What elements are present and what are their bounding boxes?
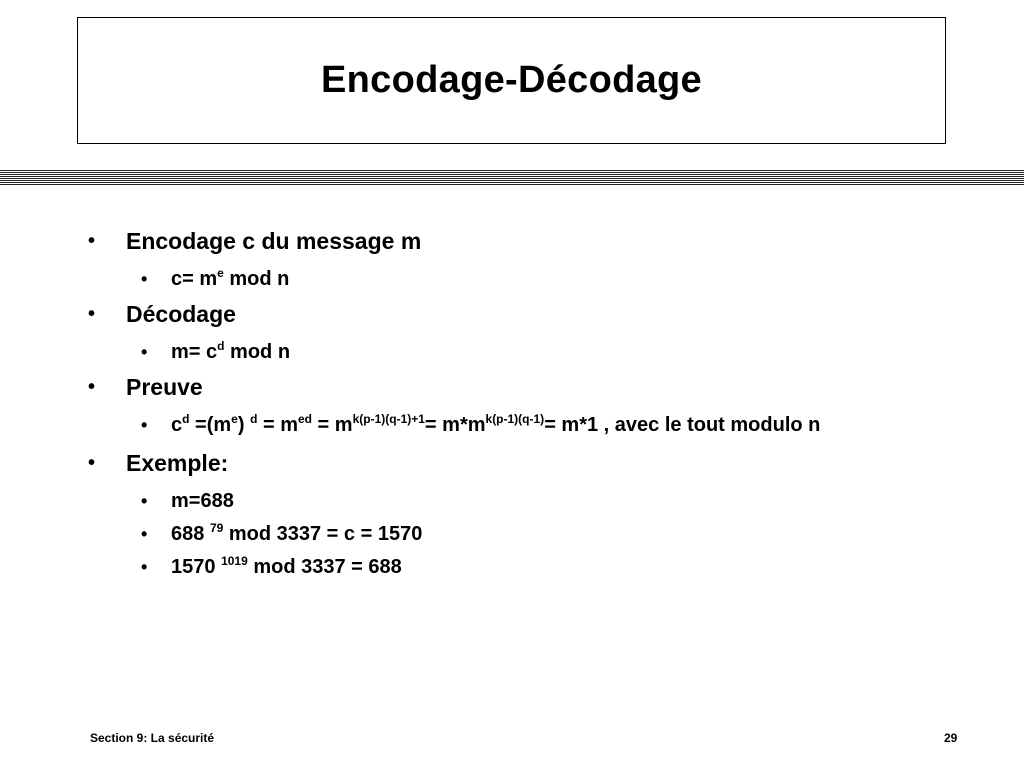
bullet-exemple xyxy=(0,448,1024,478)
bullet-text: Preuve xyxy=(126,374,203,400)
bullet-text: Décodage xyxy=(126,301,236,327)
formula-text: 688 $^{79}$ mod 3337 = c = 1570 xyxy=(171,521,423,545)
formula-text: $c^d =(m^e) ^d = m^{ed} = m^{k(p-1)(q-1)+1}= m*m^{k(p-1)(q-1)}= m*1$ , avec le tout modulo n xyxy=(171,412,821,436)
bullet-icon: • xyxy=(141,269,148,289)
sub-bullet-example-encode xyxy=(0,521,1024,547)
formula-text: $c= m^e$ mod n xyxy=(171,266,290,290)
bullet-text: Encodage c du message m xyxy=(126,228,422,254)
bullet-icon: • xyxy=(88,303,96,325)
slide-title: Encodage-Décodage xyxy=(321,59,702,101)
sub-bullet-preuve-formula xyxy=(0,412,1024,438)
title-box xyxy=(77,17,946,144)
page-number: 29 xyxy=(944,731,958,745)
footer-section-label: Section 9: La sécurité xyxy=(90,731,215,745)
bullet-icon: • xyxy=(141,491,148,511)
bullet-decodage xyxy=(0,299,1024,329)
bullet-encodage xyxy=(0,226,1024,256)
formula-text: 1570 $^{1019}$ mod 3337 = 688 xyxy=(171,554,402,578)
formula-text: m=688 xyxy=(171,490,234,512)
sub-bullet-encodage-formula xyxy=(0,266,1024,292)
bullet-icon: • xyxy=(141,415,148,435)
bullet-icon: • xyxy=(141,524,148,544)
bullet-preuve xyxy=(0,372,1024,402)
title-divider xyxy=(0,170,1024,186)
bullet-icon: • xyxy=(88,452,96,474)
slide-body xyxy=(0,226,1024,587)
sub-bullet-example-decode xyxy=(0,554,1024,580)
formula-text: $m= c^d$ mod n xyxy=(171,339,291,363)
bullet-icon: • xyxy=(88,230,96,252)
bullet-icon: • xyxy=(141,557,148,577)
bullet-icon: • xyxy=(141,342,148,362)
bullet-text: Exemple: xyxy=(126,450,229,476)
bullet-icon: • xyxy=(88,376,96,398)
sub-bullet-decodage-formula xyxy=(0,339,1024,365)
sub-bullet-example-m xyxy=(0,488,1024,514)
